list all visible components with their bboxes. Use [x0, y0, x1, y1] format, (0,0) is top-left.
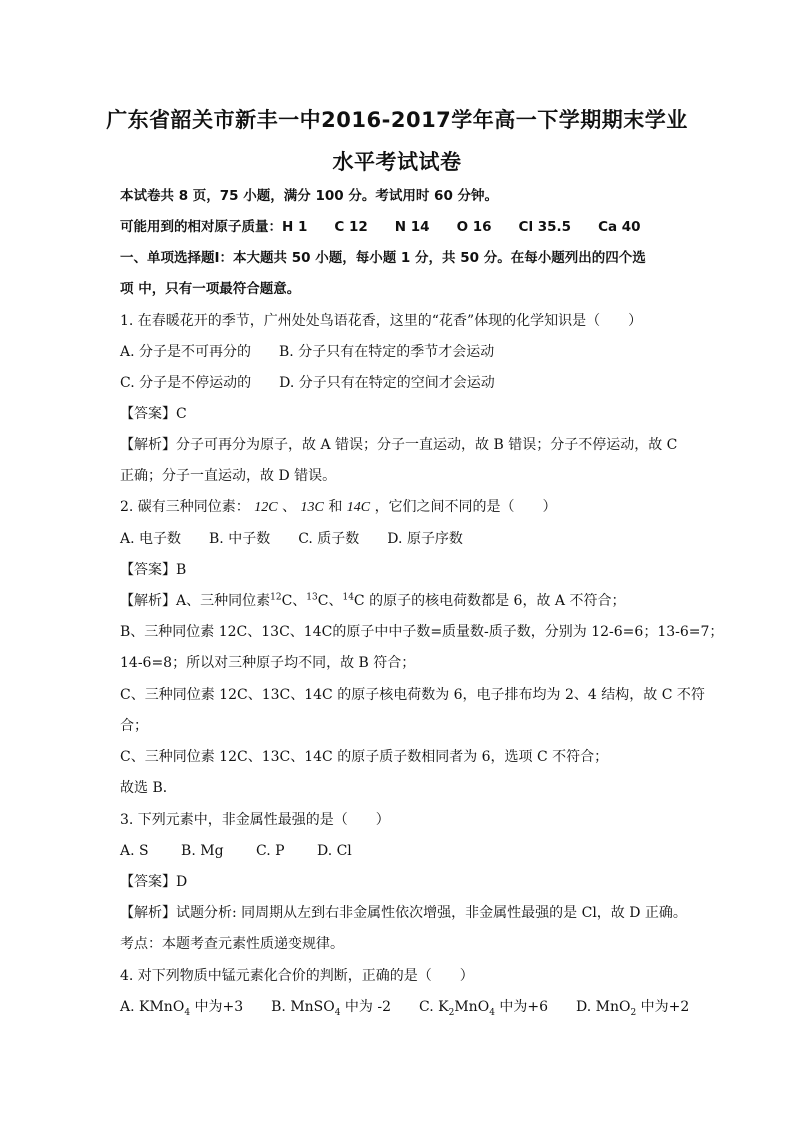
q2-analysis-line1 [120, 592, 680, 610]
exam-info: 本试卷共 8 页，75 小题，满分 100 分。考试用时 60 分钟。 [120, 188, 499, 204]
q2-analysis-c1: C、三种同位素 12C、13C、14C 的原子核电荷数为 6，电子排布均为 2、4 结构，故 C 不符 [120, 687, 705, 703]
q4-options [120, 998, 690, 1018]
q2-options: A. 电子数 B. 中子数 C. 质子数 D. 原子序数 [120, 531, 463, 547]
q2-c1: C、 [281, 593, 307, 609]
q2-sep2: 和 [328, 499, 343, 515]
q1-options-cd: C. 分子是不停运动的 D. 分子只有在特定的空间才会运动 [120, 375, 495, 391]
q4-option-c-formula: C. K [419, 999, 449, 1015]
page-title-line2: 水平考试试卷 [332, 150, 462, 174]
q2-analysis-b1: B、三种同位素 12C、13C、14C的原子中中子数=质量数-质子数，分别为 12-6=6；13-6=7； [120, 624, 724, 640]
q4-option-c-sub1: 2 [448, 1007, 455, 1018]
q4-option-d-formula: D. MnO [576, 999, 631, 1015]
q1-options-ab: A. 分子是不可再分的 B. 分子只有在特定的季节才会运动 [120, 344, 495, 360]
superscript-12: 12 [270, 592, 282, 603]
q2-analysis-b2: 14-6=8；所以对三种原子均不同，故 B 符合； [120, 655, 416, 671]
q1-analysis-line2: 正确；分子一直运动，故 D 错误。 [120, 468, 337, 484]
isotope-12c: 12C [254, 500, 278, 515]
isotope-13c: 13C [300, 500, 324, 515]
q3-kaodian: 考点：本题考查元素性质递变规律。 [120, 936, 344, 952]
atomic-mass-info: 可能用到的相对原子质量：H 1 C 12 N 14 O 16 Cl 35.5 Ca 40 [120, 219, 641, 235]
q4-option-c-sub2: 4 [489, 1007, 495, 1018]
isotope-14c: 14C [346, 500, 371, 515]
q2-sep1: 、 [282, 499, 297, 515]
q1-stem: 1. 在春暖花开的季节，广州处处鸟语花香，这里的“花香”体现的化学知识是（ ） [120, 313, 643, 329]
q4-option-b-formula: B. MnSO [271, 999, 335, 1015]
q4-option-a-sub: 4 [184, 1007, 191, 1018]
q3-options: A. S B. Mg C. P D. Cl [120, 843, 352, 859]
q2-stem-suffix: ，它们之间不同的是（ ） [374, 499, 557, 515]
q4-option-b-sub: 4 [334, 1007, 341, 1018]
q2-analysis-suffix: C 的原子的核电荷数都是 6，故 A 不符合； [353, 593, 626, 609]
q4-stem: 4. 对下列物质中锰元素化合价的判断，正确的是（ ） [120, 968, 474, 984]
q4-option-c-text: 中为+6 [494, 999, 577, 1015]
q4-option-a [120, 999, 272, 1018]
q4-option-b-text: 中为 -2 [340, 999, 420, 1015]
q2-analysis-c2: 合； [120, 718, 148, 734]
section-heading-line1: 一、单项选择题Ⅰ：本大题共 50 小题，每小题 1 分，共 50 分。在每小题列出的四个选 [120, 250, 646, 266]
q4-option-a-text: 中为+3 [190, 999, 272, 1015]
q1-analysis-line1: 【解析】分子可再分为原子，故 A 错误；分子一直运动，故 B 错误；分子不停运动，故 C [120, 437, 678, 453]
q4-option-d [576, 999, 690, 1018]
q4-option-d-sub: 2 [630, 1007, 637, 1018]
q4-option-c [419, 999, 577, 1018]
q4-option-d-text: 中为+2 [636, 999, 690, 1015]
q2-c2: C、 [317, 593, 343, 609]
page-title: 广东省韶关市新丰一中2016-2017学年高一下学期期末学业 [106, 108, 688, 132]
q1-answer: 【答案】C [120, 406, 187, 422]
q4-option-b [271, 999, 420, 1018]
q2-analysis-prefix: 【解析】A、三种同位素 [120, 593, 271, 609]
q4-option-c-mid: MnO [454, 999, 490, 1015]
q2-conclusion: 故选 B． [120, 780, 177, 796]
q2-stem [120, 498, 680, 517]
section-heading-line2: 项 中，只有一项最符合题意。 [120, 281, 301, 297]
superscript-13: 13 [306, 592, 318, 603]
q3-answer: 【答案】D [120, 874, 188, 890]
q3-stem: 3. 下列元素中，非金属性最强的是（ ） [120, 812, 390, 828]
q2-stem-prefix: 2. 碳有三种同位素： [120, 499, 250, 515]
superscript-14: 14 [342, 592, 354, 603]
q2-answer: 【答案】B [120, 562, 187, 578]
q4-option-a-formula: A. KMnO [120, 999, 185, 1015]
q3-analysis: 【解析】试题分析: 同周期从左到右非金属性依次增强，非金属性最强的是 Cl，故 D 正确。 [120, 905, 687, 921]
q2-analysis-c3: C、三种同位素 12C、13C、14C 的原子质子数相同者为 6，选项 C 不符合； [120, 749, 609, 765]
